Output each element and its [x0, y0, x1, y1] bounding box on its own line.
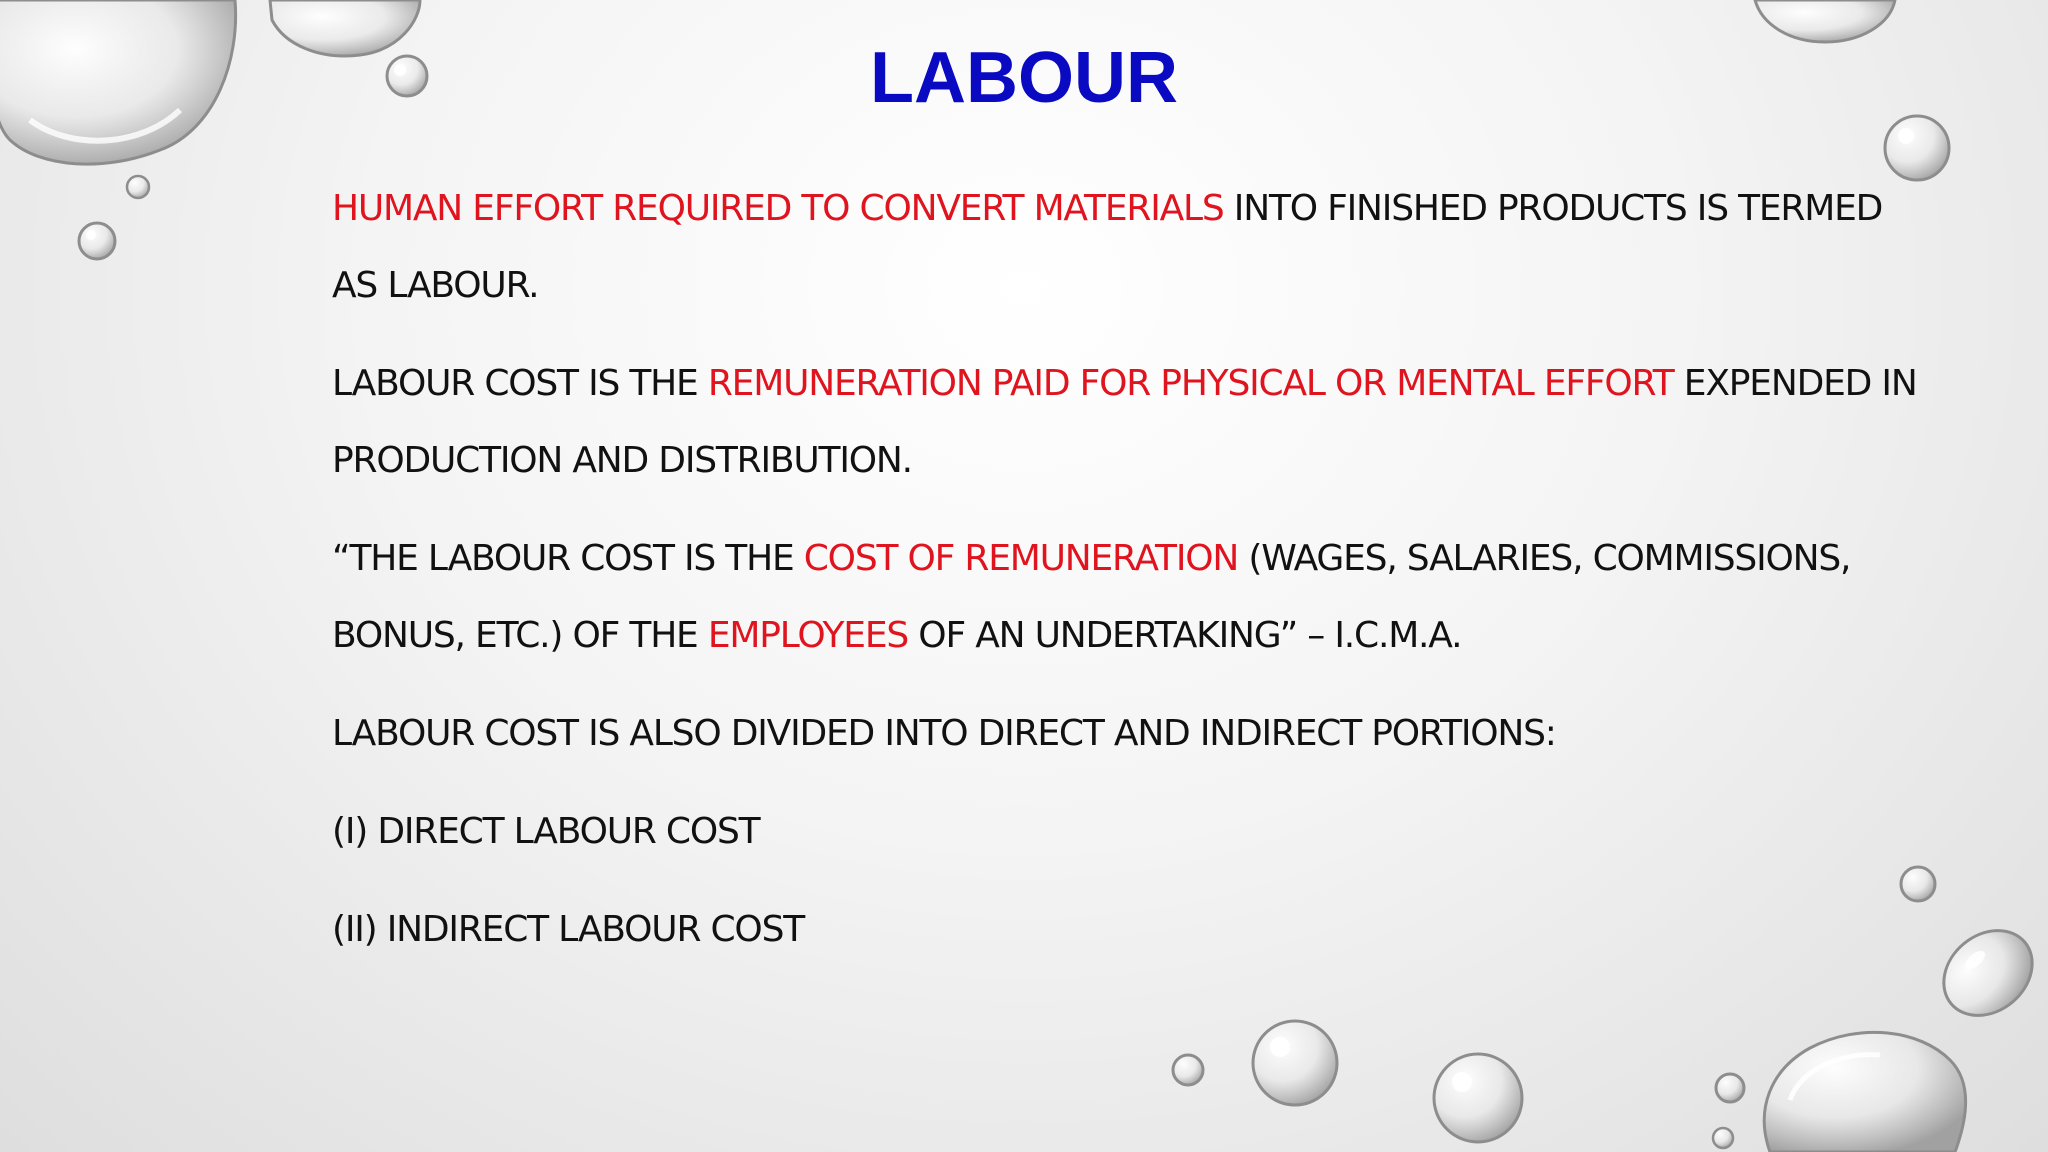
drop-bottom-cluster-1: [1253, 1021, 1337, 1105]
body-text: (WAGES, SALARIES, COMMISSIONS,: [1238, 538, 1851, 579]
drop-left-tiny-1: [127, 176, 149, 198]
slide-content: [332, 170, 1992, 989]
body-text: LABOUR COST IS THE: [332, 363, 708, 404]
drop-left-tiny-2: [79, 223, 115, 259]
body-text: “THE LABOUR COST IS THE: [332, 538, 804, 579]
drop-bottom-right-large: [1764, 1032, 1965, 1152]
drop-bottom-cluster-4: [1716, 1074, 1744, 1102]
list-item-indirect: (II) INDIRECT LABOUR COST: [332, 909, 805, 950]
paragraph-labour-definition: [332, 170, 1992, 324]
highlight-text: COST OF REMUNERATION: [803, 538, 1239, 579]
paragraph-icma-quote: [332, 520, 1992, 674]
body-text: PRODUCTION AND DISTRIBUTION.: [332, 440, 912, 481]
highlight-text: EMPLOYEES: [707, 615, 909, 656]
slide-title: LABOUR: [870, 38, 1178, 118]
list-item-direct: (I) DIRECT LABOUR COST: [332, 811, 760, 852]
body-text: INTO FINISHED PRODUCTS IS TERMED: [1223, 188, 1883, 229]
drop-bottom-cluster-3: [1434, 1054, 1522, 1142]
drop-bottom-cluster-2: [1173, 1055, 1203, 1085]
body-text: AS LABOUR.: [332, 265, 539, 306]
drop-bottom-cluster-5: [1713, 1128, 1733, 1148]
body-text: BONUS, ETC.) OF THE: [332, 615, 708, 656]
highlight-text: REMUNERATION PAID FOR PHYSICAL OR MENTAL EFFORT: [707, 363, 1674, 404]
paragraph-labour-cost: [332, 345, 1992, 499]
body-text: OF AN UNDERTAKING” – I.C.M.A.: [908, 615, 1462, 656]
highlight-text: HUMAN EFFORT REQUIRED TO CONVERT MATERIALS: [332, 188, 1224, 229]
paragraph-divisions: LABOUR COST IS ALSO DIVIDED INTO DIRECT AND INDIRECT PORTIONS:: [332, 713, 1556, 754]
body-text: EXPENDED IN: [1673, 363, 1917, 404]
